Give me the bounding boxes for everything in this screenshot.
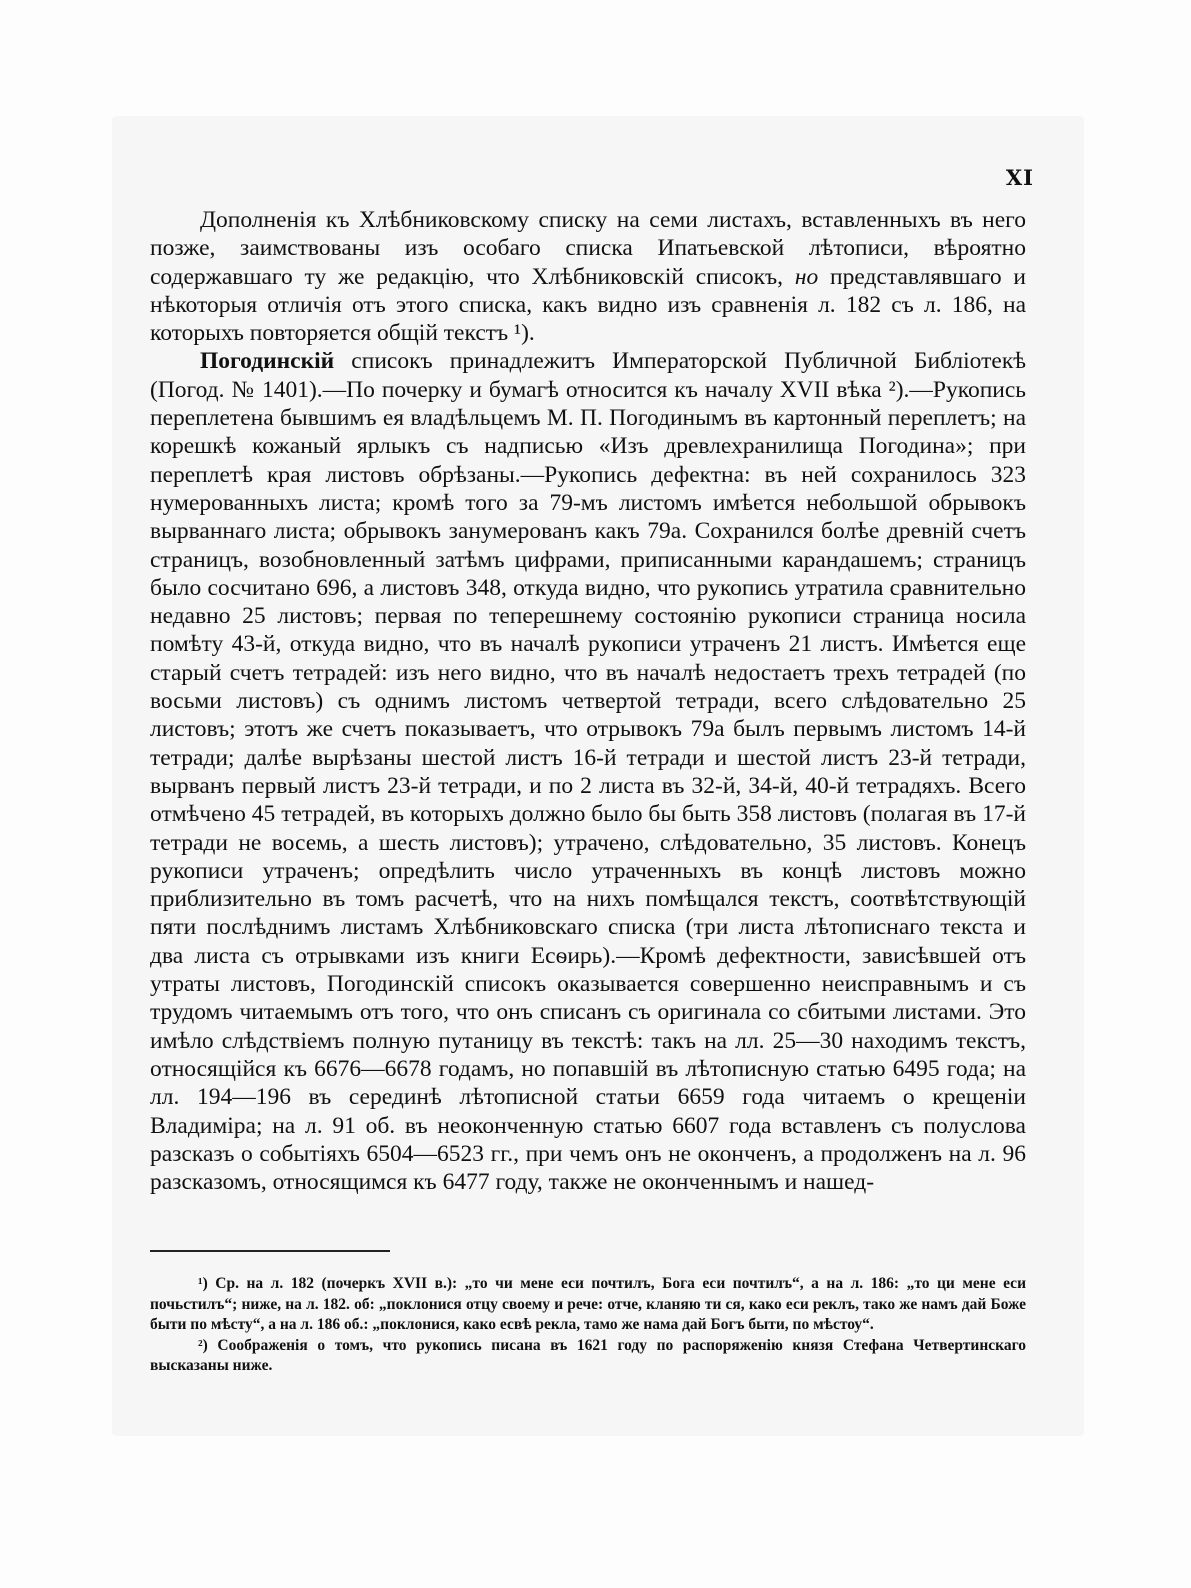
paragraph-1-text-a: Дополненія къ Хлѣбниковскому списку на семи листахъ, вставленныхъ въ него позже, заимствованы изъ особаго списка Ипатьевской лѣтописи, вѣроятно содержавшаго ту же редакцію, что Хлѣбниковскій списокъ, (150, 207, 1026, 290)
page-number: XI (1005, 165, 1034, 190)
footnote-1: ¹) Ср. на л. 182 (почеркъ XVII в.): „то чи мене еси почтилъ, Бога еси почтилъ“, а на л. 186: „то ци мене еси почьстилъ“; ниже, на л. 182. об: „поклонися отцу своему и рече: отче, кланяю ти ся, како еси реклъ, тако же намъ дай Боже быти по мѣсту“, а на л. 186 об.: „поклонися, како есвѣ рекла, тамо же нама дай Богъ быти, по мѣстоу“. (150, 1275, 1026, 1333)
footnote-divider (150, 1250, 390, 1252)
paragraph-2-text: списокъ принадлежитъ Императорской Публичной Библіотекѣ (Погод. № 1401).—По почерку и бумагѣ относится къ началу XVII вѣка ²).—Рукопись переплетена бывшимъ ея владѣльцемъ М. П. Погодинымъ въ картонный переплетъ; на корешкѣ кожаный ярлыкъ съ надписью «Изъ древлехранилища Погодина»; при переплетѣ края листовъ обрѣзаны.—Рукопись дефектна: въ ней сохранилось 323 нумерованныхъ листа; кромѣ того за 79-мъ листомъ имѣется небольшой обрывокъ вырваннаго листа; обрывокъ занумерованъ какъ 79а. Сохранился болѣе древній счетъ страницъ, возобновленный затѣмъ цифрами, приписанными карандашемъ; страницъ было сосчитано 696, а листовъ 348, откуда видно, что рукопись утратила сравнительно недавно 25 листовъ; первая по теперешнему состоянію рукописи страница носила помѣту 43-й, откуда видно, что въ началѣ рукописи утраченъ 21 листъ. Имѣется еще старый счетъ тетрадей: изъ него видно, что въ началѣ недостаетъ трехъ тетрадей (по восьми листовъ) съ однимъ листомъ четвертой тетради, всего слѣдовательно 25 листовъ; этотъ же счетъ показываетъ, что отрывокъ 79а былъ первымъ листомъ 14-й тетради; далѣе вырѣзаны шестой листъ 16-й тетради и шестой листъ 23-й тетради, вырванъ первый листъ 23-й тетради, и по 2 листа въ 32-й, 34-й, 40-й тетрадяхъ. Всего отмѣчено 45 тетрадей, въ которыхъ должно было бы быть 358 листовъ (полагая въ 17-й тетради не восемь, а шесть листовъ); утрачено, слѣдовательно, 35 листовъ. Конецъ рукописи утраченъ; опредѣлить число утраченныхъ въ концѣ листовъ можно приблизительно въ томъ расчетѣ, что на нихъ помѣщался текстъ, соотвѣтствующій пяти послѣднимъ листамъ Хлѣбниковскаго списка (три листа лѣтописнаго текста и два листа съ отрывками изъ книги Есѳирь).—Кромѣ дефектности, зависѣвшей отъ утраты листовъ, Погодинскій списокъ оказывается совершенно неисправнымъ и съ трудомъ читаемымъ отъ того, что онъ списанъ съ оригинала со сбитыми листами. Это имѣло слѣдствіемъ полную путаницу въ текстѣ: такъ на лл. 25—30 находимъ текстъ, относящійся къ 6676—6678 годамъ, но попавшій въ лѣтописную статью 6495 года; на лл. 194—196 въ серединѣ лѣтописной статьи 6659 года читаемъ о крещеніи Владиміра; на л. 91 об. въ неоконченную статью 6607 года вставленъ съ полуслова разсказъ о событіяхъ 6504—6523 гг., при чемъ онъ не оконченъ, а продолженъ на л. 96 разсказомъ, относящимся къ 6477 году, также не оконченнымъ и нашед- (150, 348, 1026, 1196)
paragraph-2-lead: Погодинскій (200, 348, 335, 375)
paragraph-2 (150, 347, 1026, 1196)
body-text (150, 206, 1026, 1196)
paragraph-1-text-b: представлявшаго и нѣкоторыя отличія отъ этого списка, какъ видно изъ сравненія л. 182 съ л. 186, на которыхъ повторяется общій текстъ ¹). (150, 263, 1026, 347)
footnote-2: ²) Соображенія о томъ, что рукопись писана въ 1621 году по распоряженію князя Стефана Четвертинскаго высказаны ниже. (150, 1336, 1026, 1374)
paragraph-1-italic: но (794, 263, 819, 290)
footnotes (150, 1274, 1026, 1377)
paragraph-1 (150, 206, 1026, 347)
